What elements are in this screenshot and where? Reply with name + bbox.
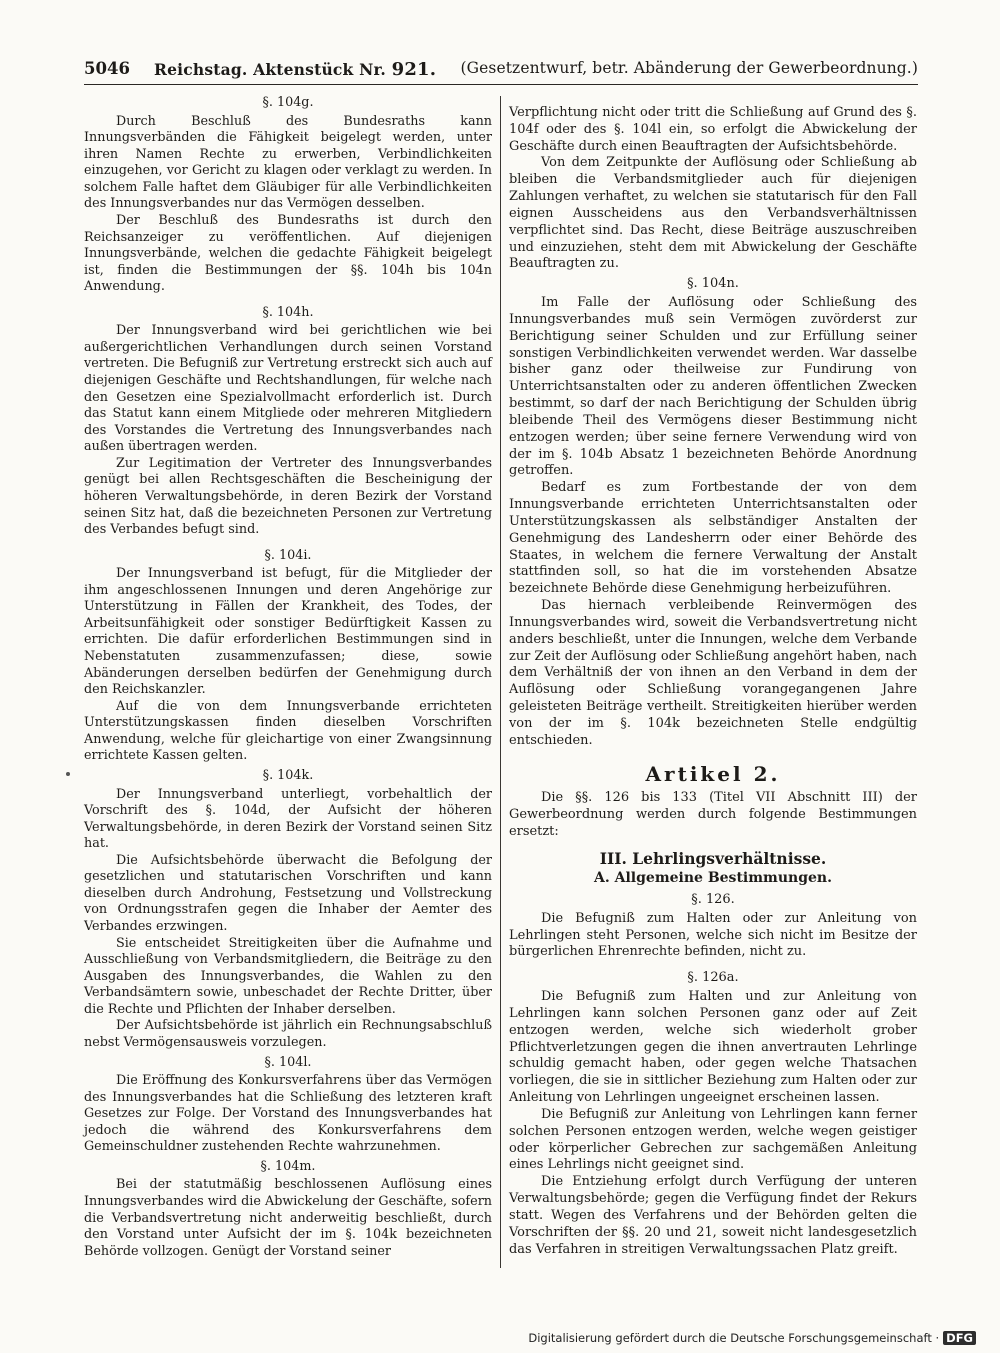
paragraph: Auf die von dem Innungsverbande errichteten Unterstützungskassen finden dieselben Vorschriften Anwendung, welche für gleichartige von einer Zwangsinnung errichtete Kassen gelten. [84,698,492,764]
page-header [84,54,918,85]
paragraph: Der Innungsverband wird bei gerichtlichen wie bei außergerichtlichen Verhandlungen durch seinen Vorstand vertreten. Die Befugniß zur Vertretung erstreckt sich auch auf diejenigen Geschäfte und Rechtshandlungen, für welche nach den Gesetzen eine Spezialvollmacht erforderlich ist. Durch das Statut kann einem Mitgliede oder mehreren Mitgliedern des Vorstandes die Vertretung des Innungsverbandes nach außen übertragen werden. [84,323,492,455]
section-heading-104n: §. 104n. [687,276,739,292]
paragraph: Der Innungsverband unterliegt, vorbehaltlich der Vorschrift des §. 104d, der Aufsicht der höheren Verwaltungsbehörde, in deren Bezirk der Vorstand seinen Sitz hat. [84,786,492,852]
right-column [509,105,917,1258]
section-heading-104i: §. 104i. [264,547,312,563]
running-subtitle: (Gesetzentwurf, betr. Abänderung der Gewerbeordnung.) [460,59,918,77]
page-number: 5046 [84,59,130,78]
section-heading-104h: §. 104h. [262,304,314,320]
section-heading-104l: §. 104l. [264,1054,312,1070]
paragraph: Die Aufsichtsbehörde überwacht die Befolgung der gesetzlichen und statutarischen Vorschriften und kann dieselben durch Androhung, Festsetzung und Vollstreckung von Ordnungsstrafen gegen die Inhaber der Aemter des Verbandes erzwingen. [84,852,492,934]
paragraph: Die Eröffnung des Konkursverfahrens über das Vermögen des Innungsverbandes hat die Schließung des letzteren kraft Gesetzes zur Folge. Der Vorstand des Innungsverbandes hat jedoch die während des Konkursverfahrens dem Gemeinschuldner zustehenden Rechte wahrzunehmen. [84,1073,492,1155]
section-heading-104k: §. 104k. [262,767,314,783]
section-heading-126: §. 126. [691,891,735,907]
paragraph: Die §§. 126 bis 133 (Titel VII Abschnitt III) der Gewerbeordnung werden durch folgende Bestimmungen ersetzt: [509,790,917,840]
paragraph: Der Beschluß des Bundesraths ist durch den Reichsanzeiger zu veröffentlichen. Auf diejenigen Innungsverbände, welchen die gedachte Fähigkeit beigelegt ist, finden die Bestimmungen der §§. 104h bis 104n Anwendung. [84,212,492,295]
margin-mark [66,772,70,776]
paragraph: Die Befugniß zur Anleitung von Lehrlingen kann ferner solchen Personen entzogen werden, welche wegen geistiger oder körperlicher Gebrechen zur sachgemäßen Anleitung eines Lehrlings nicht geeignet sind. [509,1106,917,1173]
paragraph: Sie entscheidet Streitigkeiten über die Aufnahme und Ausschließung von Verbandsmitgliedern, die Beiträge zu den Ausgaben des Innungsverbandes, die Wahlen zu den Verbandsämtern sowie, unbeschadet der Rechte Dritter, über die Rechte und Pflichten der Inhaber derselben. [84,935,492,1017]
paragraph: Die Entziehung erfolgt durch Verfügung der unteren Verwaltungsbehörde; gegen die Verfügung findet der Rekurs statt. Wegen des Verfahrens und der Behörden gelten die Vorschriften der §§. 20 und 21, soweit nicht landesgesetzlich das Verfahren in streitigen Verwaltungssachen Platz greift. [509,1174,917,1257]
paragraph: Von dem Zeitpunkte der Auflösung oder Schließung ab bleiben die Verbandsmitglieder auch für diejenigen Zahlungen verhaftet, zu welchen sie statutarisch für den Fall eignen Ausscheidens aus den Verbandsverhältnissen verpflichtet sind. Das Recht, diese Beiträge auszuschreiben und einzuziehen, steht dem mit Abwickelung der Geschäfte Beauftragten zu. [509,155,917,272]
running-title [154,59,436,80]
paragraph: Das hiernach verbleibende Reinvermögen des Innungsverbandes wird, soweit die Verbandsvertretung nicht anders beschließt, unter die Innungen, welche dem Verbande zur Zeit der Auflösung oder Schließung angehört haben, nach dem Verhältniß der von ihnen an den Verband in dem der Auflösung oder Schließung vorangegangenen Jahre geleisteten Beiträge vertheilt. Streitigkeiten hierüber werden von der im §. 104k bezeichneten Stelle endgültig entschieden. [509,598,917,748]
paragraph: Durch Beschluß des Bundesraths kann Innungsverbänden die Fähigkeit beigelegt werden, unter ihren Namen Rechte zu erwerben, Verbindlichkeiten einzugehen, vor Gericht zu klagen oder verklagt zu werden. In solchem Falle haftet dem Gläubiger für alle Verbindlichkeiten des Innungsverbandes nur das Vermögen desselben. [84,113,492,212]
digitization-footer [528,1331,976,1345]
paragraph: Verpflichtung nicht oder tritt die Schließung auf Grund des §. 104f oder des §. 104l ein, so erfolgt die Abwickelung der Geschäfte durch einen Beauftragten der Aufsichtsbehörde. [509,105,917,154]
chapter-title: III. Lehrlingsverhältnisse. [599,848,827,868]
section-heading-104g: §. 104g. [262,95,314,110]
running-title-text: Reichstag. Aktenstück Nr. [154,60,386,79]
paragraph: Bedarf es zum Fortbestande der von dem Innungsverbande errichteten Unterrichtsanstalten oder Unterstützungskassen als selbständiger Anstalten der Genehmigung des Landesherrn oder einer Behörde des Staates, in welchem die fernere Verwaltung der Anstalt stattfinden soll, so hat die im vorstehenden Absatze bezeichnete Behörde diese Genehmigung herbeizuführen. [509,480,917,597]
paragraph: Der Innungsverband ist befugt, für die Mitglieder der ihm angeschlossenen Innungen und deren Angehörige zur Unterstützung in Fällen der Krankheit, des Todes, der Arbeitsunfähigkeit oder sonstiger Bedürftigkeit Kassen zu errichten. Die dafür erforderlichen Bestimmungen sind in Nebenstatuten zusammenzufassen; diese, sowie Abänderungen derselben bedürfen der Genehmigung durch den Reichskanzler. [84,566,492,698]
dfg-logo: DFG [943,1331,976,1345]
paragraph: Bei der statutmäßig beschlossenen Auflösung eines Innungsverbandes wird die Abwickelung der Geschäfte, sofern die Verbandsvertretung nicht anderweitig beschließt, durch den Vorstand unter Aufsicht der im §. 104k bezeichneten Behörde vollzogen. Genügt der Vorstand seiner [84,1177,492,1259]
paragraph: Zur Legitimation der Vertreter des Innungsverbandes genügt bei allen Rechtsgeschäften die Bescheinigung der höheren Verwaltungsbehörde, in deren Bezirk der Vorstand seinen Sitz hat, daß die bezeichneten Personen zur Vertretung des Verbandes befugt sind. [84,455,492,538]
paragraph: Die Befugniß zum Halten oder zur Anleitung von Lehrlingen steht Personen, welche sich nicht im Besitze der bürgerlichen Ehrenrechte befinden, nicht zu. [509,910,917,960]
subchapter-title: A. Allgemeine Bestimmungen. [594,869,832,886]
article-heading: Artikel 2. [645,762,781,787]
column-divider [500,96,501,1268]
paragraph: Der Aufsichtsbehörde ist jährlich ein Rechnungsabschluß nebst Vermögensausweis vorzulegen. [84,1018,492,1050]
section-heading-126a: §. 126a. [687,970,739,986]
footer-text: Digitalisierung gefördert durch die Deutsche Forschungsgemeinschaft · [528,1331,940,1345]
left-column [84,92,492,1260]
paragraph: Im Falle der Auflösung oder Schließung des Innungsverbandes muß sein Vermögen zuvörderst zur Berichtigung seiner Schulden und zur Erfüllung seiner sonstigen Verbindlichkeiten verwendet werden. War dasselbe bisher ganz oder theilweise zur Fundirung von Unterrichtsanstalten oder zu anderen öffentlichen Zwecken bestimmt, so darf der nach Berichtigung der Schulden übrig bleibende Theil des Vermögens dieser Bestimmung nicht entzogen werden; über seine fernere Verwendung wird von der im §. 104b Absatz 1 bezeichneten Behörde Anordnung getroffen. [509,295,917,479]
section-heading-104m: §. 104m. [260,1158,316,1174]
document-number: 921. [391,59,437,80]
paragraph: Die Befugniß zum Halten und zur Anleitung von Lehrlingen kann solchen Personen ganz oder auf Zeit entzogen werden, welche sich wiederholt grober Pflichtverletzungen gegen die ihnen anvertrauten Lehrlinge schuldig gemacht haben, oder gegen welche Thatsachen vorliegen, die sie in sittlicher Beziehung zum Halten oder zur Anleitung von Lehrlingen ungeeignet erscheinen lassen. [509,989,917,1106]
